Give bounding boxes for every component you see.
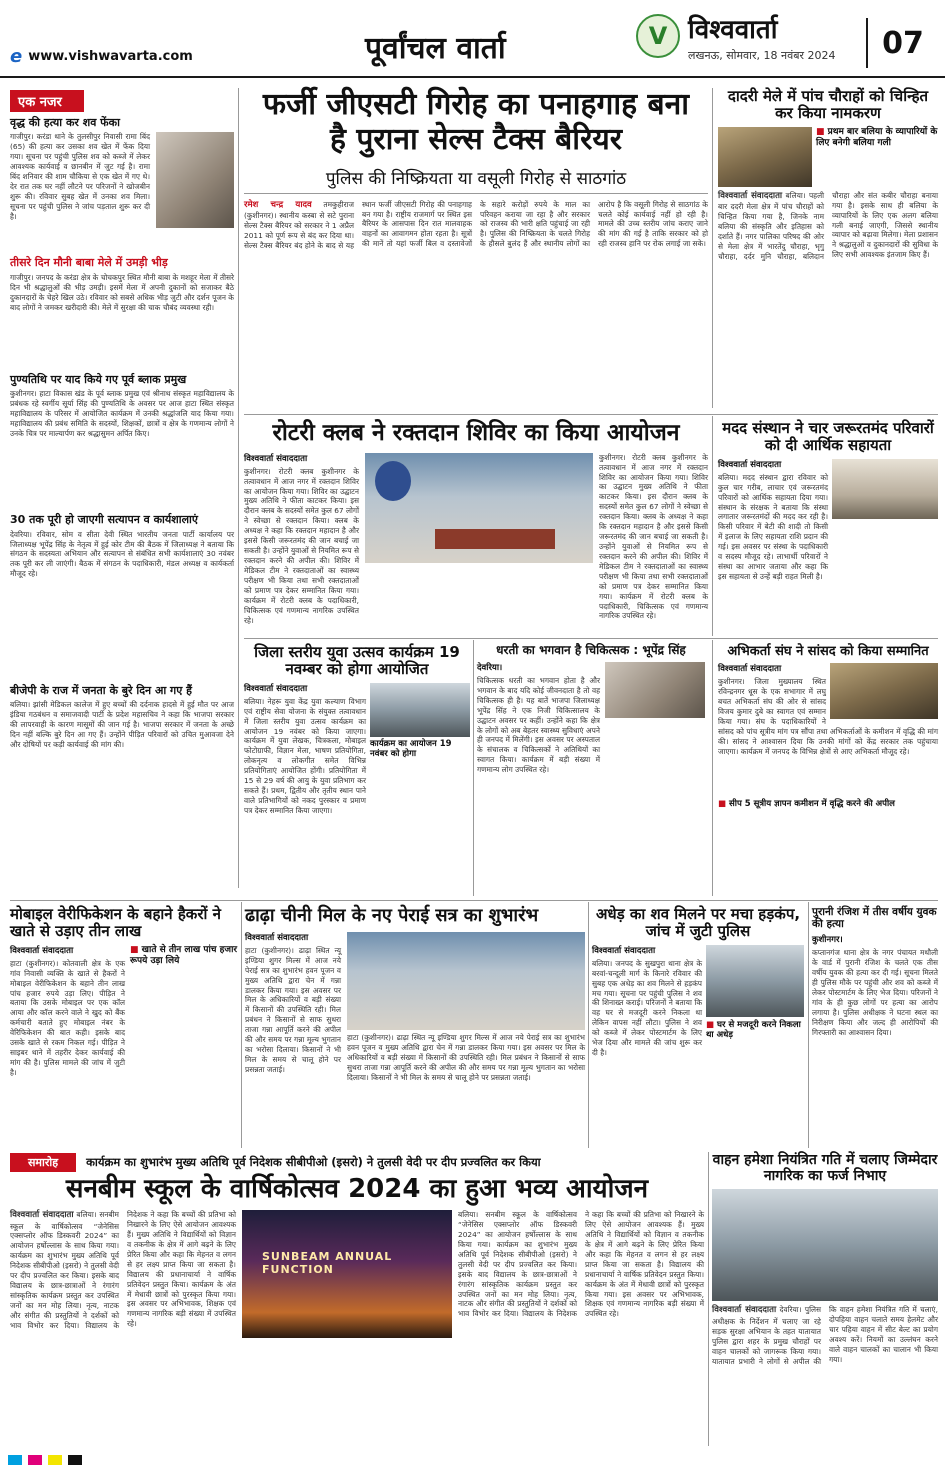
fraud-byline: विश्ववार्ता संवाददाता: [10, 945, 74, 956]
sunbeam-stage-photo: [242, 1210, 452, 1338]
website-text: www.vishwavarta.com: [28, 49, 193, 64]
browser-e-icon: e: [10, 46, 23, 67]
rotary-headline[interactable]: रोटरी क्लब ने रक्तदान शिविर का किया आयोजन: [272, 420, 680, 446]
vehicle-headline[interactable]: वाहन हमेशा नियंत्रित गति में चलाए जिम्मेदार नागरिक का फर्ज निभाए: [712, 1152, 938, 1185]
sugar-body-left: हाटा (कुशीनगर)। ढाढ़ा स्थित न्यू इण्डिया शुगर मिल्स में आज नये पेराई सत्र का शुभारंभ हवन पूजन व मुख्य अतिथि द्वारा चेन में गन्ना डालकर किया गया। इस अवसर पर मिल के अधिकारियों व बड़ी संख्या में किसानों की उपस्थिति रही। मिल प्रबंधन ने किसानों से साफ सुथरा ताजा गन्ना आपूर्ति करने की अपील की और समय पर गन्ना मूल्य भुगतान का भरोसा दिलाया। किसानों ने भी मिल के समय से चालू होने पर प्रसन्नता जताई।: [245, 945, 341, 1074]
rivalry-headline[interactable]: पुरानी रंजिश में तीस वर्षीय युवक की हत्या: [812, 906, 937, 931]
agent-body: कुशीनगर। जिला मुख्यालय स्थित रविन्द्रनगर धूस के एक सभागार में लघु बचत अभिकर्ता संघ की ओर से सांसद विजय कुमार दुबे का स्वागत एवं सम्मान किया गया। संघ के पदाधिकारियों ने सांसद को पांच सूत्रीय मांग पत्र सौंपा तथा अभिकर्ताओं के कमीशन में वृद्धि की मांग की। सांसद ने आश्वासन दिया कि उनकी मांगों को केंद्र सरकार तक पहुंचाया जाएगा। कार्यक्रम में जनपद के विभिन्न क्षेत्रों से आए अभिकर्ता मौजूद रहे।: [718, 677, 938, 756]
agent-union-story: [718, 644, 938, 896]
madad-headline[interactable]: मदद संस्थान ने चार जरूरतमंद परिवारों को दी आर्थिक सहायता: [722, 419, 934, 455]
rotary-byline: विश्ववार्ता संवाददाता: [244, 453, 308, 464]
samaroh-tag-band: [10, 1152, 704, 1172]
samaroh-tag: समारोह: [10, 1153, 76, 1172]
dadri-photo-caption: ■ प्रथम बार बलिया के व्यापारियों के लिए बनेगी बलिया गली: [816, 126, 938, 148]
column-divider: [712, 640, 713, 896]
samaroh-kicker: कार्यक्रम का शुभारंभ मुख्य अतिथि पूर्व निदेशक सीबीपीओ (इसरो) ने तुलसी वेदी पर दीप प्रज्वलित कर किया: [86, 1154, 541, 1169]
sugar-mill-story: [245, 906, 585, 1146]
youth-body: बलिया। नेहरू युवा केंद्र युवा कल्याण विभाग एवं राष्ट्रीय सेवा योजना के संयुक्त तत्वावधान में जिला स्तरीय युवा उत्सव कार्यक्रम का आयोजन 19 नवंबर को किया जाएगा। कार्यक्रम में युवा लेखक, चित्रकला, मोबाइल फोटोग्राफी, विज्ञान मेला, भाषण प्रतियोगिता, लोकनृत्य व लोकगीत समेत विभिन्न प्रतियोगिताएं आयोजित होंगी। प्रतियोगिता में 15 से 29 वर्ष की आयु के युवा प्रतिभाग कर सकते हैं। प्रथम, द्वितीय और तृतीय स्थान पाने वाले प्रतिभागियों को नकद पुरस्कार व प्रमाण पत्र देकर सम्मानित किया जाएगा।: [244, 696, 366, 815]
rivalry-byline: कुशीनगर।: [812, 935, 843, 946]
rotary-photo: [365, 453, 593, 563]
agent-photo-caption: ■ सीप 5 सूत्रीय ज्ञापन कमीशन में वृद्धि करने की अपील: [718, 799, 895, 810]
youth-photo-caption: कार्यक्रम का आयोजन 19 नवंबर को होगा: [370, 738, 452, 759]
row-divider: [244, 638, 938, 639]
sugar-photo: [347, 932, 585, 1030]
sunbeam-headline[interactable]: सनबीम स्कूल के वार्षिकोत्सव 2024 का हुआ भव्य आयोजन: [65, 1174, 649, 1204]
dadri-photo: [718, 127, 812, 187]
dadri-body: [718, 191, 938, 407]
dadri-byline: विश्ववार्ता संवाददाता: [718, 190, 783, 201]
brief-headline[interactable]: 30 तक पूरी हो जाएगी सत्यापन व कार्यशालाएं: [10, 513, 198, 527]
rotary-story: [244, 420, 708, 632]
lead-body: [244, 200, 708, 396]
rivalry-body: कप्तानगंज थाना क्षेत्र के नगर पंचायत मथौली के वार्ड में पुरानी रंजिश के चलते एक तीस वर्षीय युवक की हत्या कर दी गई। सूचना मिलते ही पुलिस मौके पर पहुंची और शव को कब्जे में लेकर पोस्टमार्टम के लिए भेज दिया। परिजनों ने गांव के ही कुछ लोगों पर हत्या का आरोप लगाया है। पुलिस अधीक्षक ने घटना स्थल का निरीक्षण किया और जल्द ही आरोपियों की गिरफ्तारी का आश्वासन दिया।: [812, 948, 938, 1037]
column-divider: [712, 416, 713, 636]
rivalry-story: [812, 906, 938, 1146]
vehicle-photo: [712, 1189, 938, 1301]
rotary-banner: [375, 461, 411, 501]
dadri-story: [718, 88, 938, 410]
page-number: 07: [866, 18, 938, 68]
sunbeam-byline: विश्ववार्ता संवाददाता: [10, 1210, 74, 1221]
lead-byline: रमेश चन्द्र यादव: [244, 199, 312, 210]
deadbody-photo: [706, 945, 804, 1017]
vehicle-body-text: देवरिया। पुलिस अधीक्षक के निर्देशन में चलाए जा रहे सड़क सुरक्षा अभियान के तहत यातायात पुलिस द्वारा शहर के प्रमुख चौराहों पर वाहन चालकों को जागरूक किया गया। यातायात प्रभारी ने लोगों से अपील की कि वाहन हमेशा नियंत्रित गति में चलाएं, दोपहिया वाहन चलाते समय हेलमेट और चार पहिया वाहन में सीट बेल्ट का प्रयोग अवश्य करें। नियमों का उल्लंघन करने वाले वाहन चालकों का चालान भी किया गया।: [712, 1305, 938, 1366]
brief-headline[interactable]: वृद्ध की हत्या कर शव फेंका: [10, 116, 120, 129]
row-divider: [10, 900, 938, 901]
row-divider: [244, 414, 938, 415]
fraud-headline[interactable]: मोबाइल वेरीफिकेशन के बहाने हैकरों ने खाते से उड़ाए तीन लाख: [10, 905, 221, 941]
brief-body: कुशीनगर। हाटा विकास खंड के पूर्व ब्लाक प्रमुख एवं श्रीनाथ संस्कृत महाविद्यालय के प्रबंधक रहे स्वर्गीय सूर्या सिंह की पुण्यतिथि के अवसर पर आज हाटा स्थित संस्कृत महाविद्यालय के परिसर में आयोजित कार्यक्रम में उनकी श्रद्धांजलि याद किया गया। महाविद्यालय की प्रबंध समिति के सदस्यों, शिक्षकों, छात्रों व क्षेत्र के गणमान्य लोगों ने उनके चित्र पर माल्यार्पण कर श्रद्धासुमन अर्पित किए।: [10, 389, 234, 438]
mobile-fraud-story: [10, 906, 238, 1146]
madad-body: बलिया। मदद संस्थान द्वारा रविवार को कुल चार गरीब, लाचार एवं जरूरतमंद परिवारों को आर्थिक सहायता दिया गया। संस्थान के संरक्षक ने बताया कि संस्था लगातार जरूरतमंदों की मदद कर रही है। किसी परिवार में बेटी की शादी तो किसी में इलाज के लिए सहायता राशि प्रदान की गई। इस अवसर पर संस्था के पदाधिकारी व सदस्य मौजूद रहे। लाभार्थी परिवारों ने संस्था का आभार जताया और कहा कि इस सहायता से उन्हें बड़ी राहत मिली है।: [718, 472, 828, 581]
sugar-body-right: हाटा (कुशीनगर)। ढाढ़ा स्थित न्यू इण्डिया शुगर मिल्स में आज नये पेराई सत्र का शुभारंभ हवन पूजन व मुख्य अतिथि द्वारा चेन में गन्ना डालकर किया गया। इस अवसर पर मिल के अधिकारियों व बड़ी संख्या में किसानों की उपस्थिति रही। मिल प्रबंधन ने किसानों से साफ सुथरा ताजा गन्ना आपूर्ति करने की अपील की और समय पर गन्ना मूल्य भुगतान का भरोसा दिलाया। किसानों ने भी मिल के समय से चालू होने पर प्रसन्नता जताई।: [347, 1032, 585, 1082]
rotary-body-left: कुशीनगर। रोटरी क्लब कुशीनगर के तत्वावधान में आज नगर में रक्तदान शिविर का आयोजन किया गया। शिविर का उद्घाटन मुख्य अतिथि ने फीता काटकर किया। इस दौरान क्लब के सदस्यों समेत कुल 67 लोगों ने स्वेच्छा से रक्तदान किया। क्लब के अध्यक्ष ने कहा कि रक्तदान महादान है और इससे किसी जरूरतमंद की जान बचाई जा सकती है। उन्होंने युवाओं से नियमित रूप से रक्तदान करने की अपील की। शिविर में मेडिकल टीम ने रक्तदाताओं का स्वास्थ्य परीक्षण भी किया तथा सभी रक्तदाताओं को प्रमाण पत्र देकर सम्मानित किया गया। कार्यक्रम में रोटरी क्लब के पदाधिकारी, चिकित्सक एवं गणमान्य नागरिक उपस्थित रहे।: [244, 466, 359, 625]
brief-photo: [156, 132, 234, 228]
column-divider: [238, 88, 239, 888]
column-divider: [588, 902, 589, 1148]
column-divider: [708, 1152, 709, 1446]
left-brief-column: [10, 90, 234, 890]
agent-byline: विश्ववार्ता संवाददाता: [718, 664, 782, 675]
vehicle-body: [712, 1305, 938, 1433]
column-divider: [712, 88, 713, 408]
brief-headline[interactable]: बीजेपी के राज में जनता के बुरे दिन आ गए हैं: [10, 683, 192, 697]
section-title: पूर्वांचल वार्ता: [365, 31, 506, 66]
website-url[interactable]: [10, 46, 193, 67]
sunbeam-story: [10, 1174, 704, 1446]
agent-photo: [830, 663, 938, 719]
print-mark-cyan: [8, 1455, 22, 1465]
madad-photo: [832, 459, 938, 519]
youth-festival-story: [244, 644, 470, 896]
lead-body-text: तमकुहीराज (कुशीनगर)। स्थानीय कस्बा से सटे पुराना सेल्स टैक्स बैरियर को सरकार ने 1 अप्रैल 2011 को पूर्ण रूप से बंद कर दिया था। सेल्स टैक्स बैरियर बंद होने के बाद से यह स्थान फर्जी जीएसटी गिरोह की पनाहगाह बन गया है। राष्ट्रीय राजमार्ग पर स्थित इस बैरियर के आसपास दिन रात मालवाहक वाहनों का आवागमन होता रहता है। सूत्रों की मानें तो यहां फर्जी बिल व दस्तावेजों के सहारे करोड़ों रुपये के माल का परिवहन कराया जा रहा है और सरकार को राजस्व की भारी क्षति पहुंचाई जा रही है। पुलिस की निष्क्रियता के चलते गिरोह के हौसले बुलंद हैं और स्थानीय लोगों का आरोप है कि वसूली गिरोह से साठगांठ के चलते कोई कार्यवाई नहीं हो रही है। मामले की उच्च स्तरीय जांच कराए जाने की मांग की गई है ताकि सरकार को हो रही राजस्व हानि पर रोक लगाई जा सके।: [244, 199, 708, 250]
rotary-table: [435, 529, 555, 549]
deadbody-photo-caption: ■ घर से मजदूरी करने निकला था अधेड़: [706, 1019, 801, 1040]
brief-body: बलिया। झांसी मेडिकल कालेज में हुए बच्चों की दर्दनाक हादसे में हुई मौत पर आज इंडिया गठबंधन व समाजवादी पार्टी के प्रदेश महासचिव ने कहा कि भाजपा सरकार की लापरवाही के कारण मासूमों की जान गई है। भाजपा सरकार में जनता के अच्छे दिन नहीं बल्कि बुरे दिन आ गए हैं। उन्होंने पीड़ित परिवारों को उचित मुआवजा देने और दोषियों पर कड़ी कार्यवाई की मांग की।: [10, 700, 234, 749]
dadri-body-text: बलिया। पहली बार ददरी मेला क्षेत्र में पांच चौराहों को चिन्हित किया गया है, जिनके नाम बलिया की संस्कृति और इतिहास को दर्शाते हैं। नगर पालिका परिषद की ओर से मेला क्षेत्र में भारतेंदु चौराहा, भृगु चौराहा, दर्दर मुनि चौराहा, बलिदान चौराहा और संत कबीर चौराहा बनाया गया है। इसके साथ ही बलिया के व्यापारियों के लिए एक अलग बलिया गली बनाई जाएगी, जिससे स्थानीय व्यापार को बढ़ावा मिलेगा। मेला प्रशासन ने श्रद्धालुओं व दुकानदारों की सुविधा के लिए सभी आवश्यक इंतजाम किए हैं।: [718, 190, 938, 261]
lead-story: [244, 88, 708, 410]
vehicle-byline: विश्ववार्ता संवाददाता: [712, 1305, 777, 1316]
column-divider: [241, 902, 242, 1148]
doctor-body: चिकित्सक धरती का भगवान होता है और भगवान के बाद यदि कोई जीवनदाता है तो वह चिकित्सक ही है। यह बातें भाजपा जिलाध्यक्ष भूपेंद्र सिंह ने एक निजी चिकित्सालय के उद्घाटन अवसर पर कहीं। उन्होंने कहा कि क्षेत्र के लोगों को अब बेहतर स्वास्थ्य सुविधाएं अपने ही जनपद में मिलेंगी। इस अवसर पर अस्पताल के संचालक व चिकित्सकों ने अतिथियों का स्वागत किया। कार्यक्रम में बड़ी संख्या में गणमान्य लोग उपस्थित रहे।: [477, 675, 600, 775]
sunbeam-body-right: बलिया। सनबीम स्कूल के वार्षिकोत्सव “जेनेसिस एक्सप्लोर ऑफ डिस्कवरी 2024” का आयोजन हर्षोल्लास के साथ किया गया। कार्यक्रम का शुभारंभ मुख्य अतिथि पूर्व निदेशक सीबीपीओ (इसरो) ने तुलसी वेदी पर दीप प्रज्वलित कर किया। इसके बाद विद्यालय के छात्र-छात्राओं ने रंगारंग सांस्कृतिक कार्यक्रम प्रस्तुत कर उपस्थित जनों का मन मोह लिया। नृत्य, नाटक और संगीत की प्रस्तुतियों ने दर्शकों को भाव विभोर कर दिया। विद्यालय के निदेशक ने कहा कि बच्चों की प्रतिभा को निखारने के लिए ऐसे आयोजन आवश्यक हैं। मुख्य अतिथि ने विद्यार्थियों को विज्ञान व तकनीक के क्षेत्र में आगे बढ़ने के लिए प्रेरित किया और कहा कि मेहनत व लगन से हर लक्ष्य प्राप्त किया जा सकता है। विद्यालय की प्रधानाचार्या ने वार्षिक प्रतिवेदन प्रस्तुत किया। कार्यक्रम के अंत में मेधावी छात्रों को पुरस्कृत किया गया। इस अवसर पर अभिभावक, शिक्षक एवं गणमान्य नागरिक बड़ी संख्या में उपस्थित रहे।: [458, 1210, 704, 1319]
youth-byline: विश्ववार्ता संवाददाता: [244, 683, 308, 694]
brief-body: गाजीपुर। करंडा थाने के तुलसीपुर निवासी रामा बिंद (65) की हत्या कर उसका शव खेत में फेंक दिया गया। सूचना पर पहुंची पुलिस शव को कब्जे में लेकर आवश्यक कार्यवाई व छानबीन में जुट गई है। रामा बिंद शनिवार की शाम चौकिया से एक खेत में गए थे। देर रात तक घर नहीं लौटने पर परिजनों ने खोजबीन शुरू की। रविवार सुबह खेत में उनका शव मिला। सूचना पर पहुंची पुलिस ने जांच पड़ताल शुरू कर दी है।: [10, 132, 150, 221]
madad-story: [718, 420, 938, 632]
dadri-headline[interactable]: दादरी मेले में पांच चौराहों को चिन्हित कर किया नामकरण: [727, 87, 929, 123]
doctor-byline: देवरिया।: [477, 662, 503, 673]
masthead: [0, 0, 945, 78]
youth-headline[interactable]: जिला स्तरीय युवा उत्सव कार्यक्रम 19 नवम्बर को होगा आयोजित: [254, 643, 460, 679]
madad-byline: विश्ववार्ता संवाददाता: [718, 459, 782, 470]
lead-headline[interactable]: फर्जी जीएसटी गिरोह का पनाहगाह बना है पुराना सेल्स टैक्स बैरियर: [262, 87, 690, 157]
brand-logo-icon: V: [636, 14, 680, 58]
doctor-photo: [605, 662, 705, 718]
sugar-byline: विश्ववार्ता संवाददाता: [245, 932, 309, 943]
deadbody-byline: विश्ववार्ता संवाददाता: [592, 945, 656, 956]
brief-headline[interactable]: पुण्यतिथि पर याद किये गए पूर्व ब्लाक प्रमुख: [10, 372, 187, 386]
dead-body-story: [592, 906, 804, 1146]
agent-headline[interactable]: अभिकर्ता संघ ने सांसद को किया सम्मानित: [727, 644, 929, 659]
fraud-body: हाटा (कुशीनगर)। कोतवाली क्षेत्र के एक गांव निवासी व्यक्ति के खाते से हैकरों ने मोबाइल वेरीफिकेशन के बहाने तीन लाख पांच हजार रुपये उड़ा लिए। पीड़ित ने बताया कि उसके मोबाइल पर एक कॉल आया और कॉल करने वाले ने खुद को बैंक कर्मचारी बताते हुए मोबाइल नंबर के वेरिफिकेशन की बात कही। इसके बाद उसके खाते से रकम निकल गई। पीड़ित ने साइबर थाने में तहरीर देकर कार्यवाई की मांग की है। पुलिस मामले की जांच में जुटी है।: [10, 958, 125, 1077]
ek-nazar-tag: एक नजर: [10, 90, 84, 112]
brief-headline[interactable]: तीसरे दिन मौनी बाबा मेले में उमड़ी भीड़: [10, 256, 168, 270]
brief-body: देवरिया। रविवार, सोम व सीता देवी स्थित भारतीय जनता पार्टी कार्यालय पर जिलाध्यक्ष भूपेंद्र सिंह के नेतृत्व में हुई कोर टीम की बैठक में जिलाध्यक्ष ने बताया कि संगठन के सदस्यता अभियान और सत्यापन से संबंधित सभी कार्यशालाएं 30 नवंबर तक पूरी कर ली जाएंगी। बैठक में संगठन के पदाधिकारी, मंडल अध्यक्ष व कार्यकर्ता मौजूद रहे।: [10, 529, 234, 579]
print-mark-black: [68, 1455, 82, 1465]
stage-banner-text: SUNBEAM ANNUAL FUNCTION: [262, 1250, 393, 1277]
lead-subhead: पुलिस की निष्क्रियता या वसूली गिरोह से साठगांठ: [244, 166, 708, 194]
column-divider: [808, 902, 809, 1148]
brief-body: गाजीपुर। जनपद के करंडा क्षेत्र के चोचकपुर स्थित मौनी बाबा के मशहूर मेला में तीसरे दिन भी श्रद्धालुओं की भीड़ उमड़ी। इसमें मेला में अपनी दुकानों को सजाकर बैठे दुकानदारों के चेहरे खिल उठे। रविवार को सबसे अधिक भीड़ जुटी और दर्शन पूजन के बाद लोगों ने जमकर खरीदारी की। मेले में सुरक्षा की चाक चौबंद व्यवस्था रही।: [10, 272, 234, 312]
sunbeam-body-left: [10, 1210, 236, 1432]
doctor-headline[interactable]: धरती का भगवान है चिकित्सक : भूपेंद्र सिंह: [496, 643, 686, 657]
rotary-body-right: कुशीनगर। रोटरी क्लब कुशीनगर के तत्वावधान में आज नगर में रक्तदान शिविर का आयोजन किया गया। शिविर का उद्घाटन मुख्य अतिथि ने फीता काटकर किया। इस दौरान क्लब के सदस्यों समेत कुल 67 लोगों ने स्वेच्छा से रक्तदान किया। क्लब के अध्यक्ष ने कहा कि रक्तदान महादान है और इससे किसी जरूरतमंद की जान बचाई जा सकती है। उन्होंने युवाओं से नियमित रूप से रक्तदान करने की अपील की। शिविर में मेडिकल टीम ने रक्तदाताओं का स्वास्थ्य परीक्षण भी किया तथा सभी रक्तदाताओं को प्रमाण पत्र देकर सम्मानित किया गया। कार्यक्रम में रोटरी क्लब के पदाधिकारी, चिकित्सक एवं गणमान्य नागरिक उपस्थित रहे।: [599, 452, 708, 621]
vehicle-story: [712, 1152, 938, 1446]
fraud-sidebar: ■ खाते से तीन लाख पांच हजार रूपये उड़ा लिये: [130, 944, 238, 966]
sunbeam-body-text: बलिया। सनबीम स्कूल के वार्षिकोत्सव “जेनेसिस एक्सप्लोर ऑफ डिस्कवरी 2024” का आयोजन हर्षोल्लास के साथ किया गया। कार्यक्रम का शुभारंभ मुख्य अतिथि पूर्व निदेशक सीबीपीओ (इसरो) ने तुलसी वेदी पर दीप प्रज्वलित कर किया। इसके बाद विद्यालय के छात्र-छात्राओं ने रंगारंग सांस्कृतिक कार्यक्रम प्रस्तुत कर उपस्थित जनों का मन मोह लिया। नृत्य, नाटक और संगीत की प्रस्तुतियों ने दर्शकों को भाव विभोर कर दिया। विद्यालय के निदेशक ने कहा कि बच्चों की प्रतिभा को निखारने के लिए ऐसे आयोजन आवश्यक हैं। मुख्य अतिथि ने विद्यार्थियों को विज्ञान व तकनीक के क्षेत्र में आगे बढ़ने के लिए प्रेरित किया और कहा कि मेहनत व लगन से हर लक्ष्य प्राप्त किया जा सकता है। विद्यालय की प्रधानाचार्या ने वार्षिक प्रतिवेदन प्रस्तुत किया। कार्यक्रम के अंत में मेधावी छात्रों को पुरस्कृत किया गया। इस अवसर पर अभिभावक, शिक्षक एवं गणमान्य नागरिक बड़ी संख्या में उपस्थित रहे।: [10, 1210, 236, 1330]
dateline: लखनऊ, सोमवार, 18 नवंबर 2024: [688, 49, 836, 62]
youth-photo: [370, 683, 470, 737]
print-mark-magenta: [28, 1455, 42, 1465]
print-mark-yellow: [48, 1455, 62, 1465]
sugar-headline[interactable]: ढाढ़ा चीनी मिल के नए पेराई सत्र का शुभारंभ: [245, 905, 539, 926]
deadbody-body: बलिया। जनपद के सुखपुरा थाना क्षेत्र के बरवां-चन्दूली मार्ग के किनारे रविवार की सुबह एक अधेड़ का शव मिलने से हड़कंप मच गया। सूचना पर पहुंची पुलिस ने शव की शिनाख्त कराई। परिजनों ने बताया कि वह घर से मजदूरी करने निकला था लेकिन वापस नहीं लौटा। पुलिस ने शव को कब्जे में लेकर पोस्टमार्टम के लिए भेज दिया और मामले की जांच शुरू कर दी है।: [592, 958, 702, 1058]
print-color-bar: [0, 1452, 945, 1468]
brand-name: विश्ववार्ता: [688, 15, 778, 45]
doctor-story: [477, 644, 705, 896]
column-divider: [473, 640, 474, 896]
deadbody-headline[interactable]: अधेड़ का शव मिलने पर मचा हड़कंप, जांच में जुटी पुलिस: [595, 905, 801, 941]
